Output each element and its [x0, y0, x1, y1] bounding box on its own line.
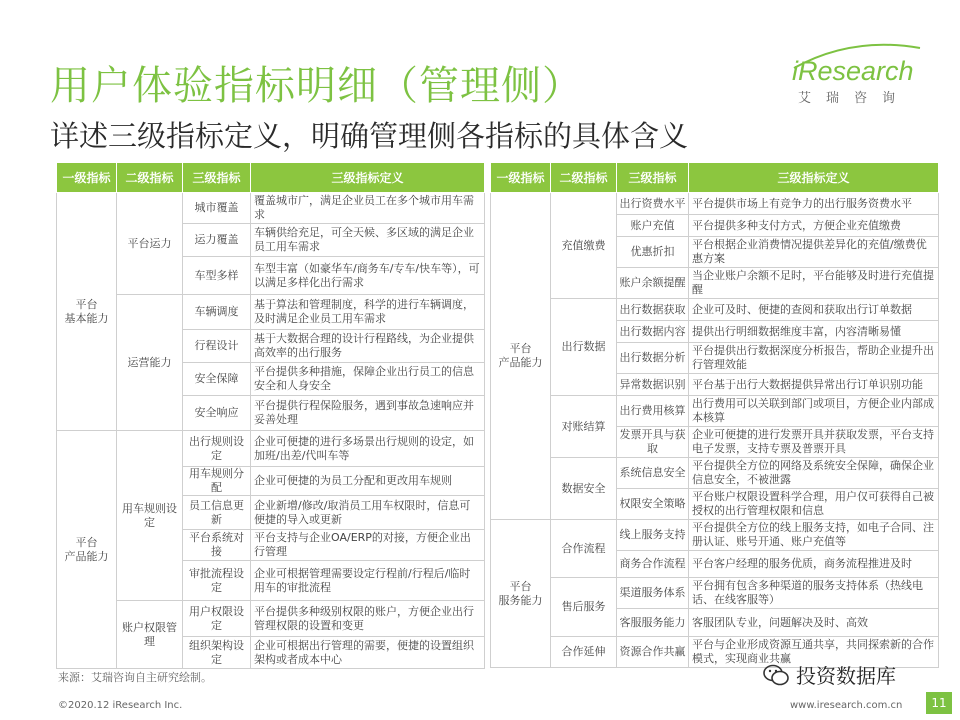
definition-cell: 基于大数据合理的设计行程路线，为企业提供高效率的出行服务	[251, 330, 485, 363]
definition-cell: 平台提供多种措施，保障企业出行员工的信息安全和人身安全	[251, 363, 485, 396]
definition-cell: 平台基于出行大数据提供异常出行订单识别功能	[689, 374, 939, 396]
iresearch-logo	[792, 56, 922, 106]
definition-cell: 平台提供全方位的线上服务支持，如电子合同、注册认证、账号开通、账户充值等	[689, 520, 939, 551]
level2-cell: 账户权限管理	[117, 601, 183, 669]
level3-cell: 安全保障	[183, 363, 251, 396]
definition-cell: 平台提供出行数据深度分析报告，帮助企业提升出行管理效能	[689, 343, 939, 374]
level3-cell: 出行数据获取	[617, 299, 689, 321]
definition-cell: 平台提供多种级别权限的账户，方便企业出行管理权限的设置和变更	[251, 601, 485, 637]
table-row	[57, 431, 485, 467]
level2-cell: 平台运力	[117, 193, 183, 295]
level2-cell: 数据安全	[551, 458, 617, 520]
level3-cell: 商务合作流程	[617, 551, 689, 578]
definition-cell: 当企业账户余额不足时，平台能够及时进行充值提醒	[689, 268, 939, 299]
page-subtitle: 详述三级指标定义，明确管理侧各指标的具体含义	[50, 119, 689, 153]
logo-brand: iResearch	[792, 56, 914, 86]
level3-cell: 用户权限设定	[183, 601, 251, 637]
definition-cell: 企业可根据出行管理的需要，便捷的设置组织架构或者成本中心	[251, 637, 485, 669]
definition-cell: 平台与企业形成资源互通共享，共同探索新的合作模式，实现商业共赢	[689, 637, 939, 668]
definition-cell: 企业可及时、便捷的查阅和获取出行订单数据	[689, 299, 939, 321]
logo-sub: 艾瑞咨询	[798, 91, 911, 106]
level3-cell: 异常数据识别	[617, 374, 689, 396]
column-header: 三级指标	[617, 163, 689, 193]
watermark-text: 投资数据库	[796, 664, 896, 688]
definition-cell: 平台提供市场上有竞争力的出行服务资费水平	[689, 193, 939, 215]
table-header-row	[57, 163, 485, 193]
level3-cell: 账户充值	[617, 215, 689, 237]
definition-cell: 企业可根据管理需要设定行程前/行程后/临时用车的审批流程	[251, 561, 485, 601]
level3-cell: 优惠折扣	[617, 237, 689, 268]
metrics-table-left	[56, 162, 485, 669]
level3-cell: 客服服务能力	[617, 609, 689, 637]
definition-cell: 平台提供行程保险服务，遇到事故急速响应并妥善处理	[251, 396, 485, 431]
definition-cell: 平台拥有包含多种渠道的服务支持体系（热线电话、在线客服等）	[689, 578, 939, 609]
level3-cell: 发票开具与获取	[617, 427, 689, 458]
column-header: 一级指标	[57, 163, 117, 193]
definition-cell: 平台账户权限设置科学合理，用户仅可获得自己被授权的出行管理权限和信息	[689, 489, 939, 520]
copyright: ©2020.12 iResearch Inc.	[58, 700, 183, 711]
table-header-row	[491, 163, 939, 193]
metrics-table-right	[490, 162, 939, 668]
level3-cell: 员工信息更新	[183, 496, 251, 530]
level3-cell: 运力覆盖	[183, 224, 251, 257]
level1-cell: 平台 产品能力	[491, 193, 551, 520]
definition-cell: 企业可便捷的进行发票开具并获取发票，平台支持电子发票，支持专票及普票开具	[689, 427, 939, 458]
table-row	[57, 193, 485, 224]
level3-cell: 城市覆盖	[183, 193, 251, 224]
level3-cell: 出行资费水平	[617, 193, 689, 215]
level3-cell: 车辆调度	[183, 295, 251, 330]
table-row	[491, 578, 939, 609]
level3-cell: 权限安全策略	[617, 489, 689, 520]
level2-cell: 出行数据	[551, 299, 617, 396]
table-row	[491, 193, 939, 215]
definition-cell: 车型丰富（如豪华车/商务车/专车/快车等），可以满足多样化出行需求	[251, 257, 485, 295]
level2-cell: 充值缴费	[551, 193, 617, 299]
level3-cell: 出行规则设定	[183, 431, 251, 467]
page-title: 用户体验指标明细（管理侧）	[50, 63, 583, 109]
level3-cell: 平台系统对接	[183, 530, 251, 561]
source-note: 来源：艾瑞咨询自主研究绘制。	[58, 671, 212, 684]
definition-cell: 企业新增/修改/取消员工用车权限时，信息可便捷的导入或更新	[251, 496, 485, 530]
level3-cell: 出行费用核算	[617, 396, 689, 427]
table-row	[57, 601, 485, 637]
definition-cell: 平台提供多种支付方式，方便企业充值缴费	[689, 215, 939, 237]
definition-cell: 平台提供全方位的网络及系统安全保障，确保企业信息安全，不被泄露	[689, 458, 939, 489]
level3-cell: 出行数据分析	[617, 343, 689, 374]
definition-cell: 企业可便捷的进行多场景出行规则的设定，如加班/出差/代叫车等	[251, 431, 485, 467]
table-row	[491, 299, 939, 321]
level1-cell: 平台 产品能力	[57, 431, 117, 669]
definition-cell: 基于算法和管理制度，科学的进行车辆调度，及时满足企业员工用车需求	[251, 295, 485, 330]
definition-cell: 平台根据企业消费情况提供差异化的充值/缴费优惠方案	[689, 237, 939, 268]
level2-cell: 运营能力	[117, 295, 183, 431]
watermark	[762, 660, 896, 689]
definition-cell: 平台支持与企业OA/ERP的对接，方便企业出行管理	[251, 530, 485, 561]
column-header: 一级指标	[491, 163, 551, 193]
level3-cell: 资源合作共赢	[617, 637, 689, 668]
level3-cell: 出行数据内容	[617, 321, 689, 343]
level3-cell: 账户余额提醒	[617, 268, 689, 299]
definition-cell: 提供出行明细数据维度丰富，内容清晰易懂	[689, 321, 939, 343]
level2-cell: 售后服务	[551, 578, 617, 637]
table-row	[491, 520, 939, 551]
definition-cell: 企业可便捷的为员工分配和更改用车规则	[251, 467, 485, 496]
definition-cell: 车辆供给充足，可全天候、多区域的满足企业员工用车需求	[251, 224, 485, 257]
column-header: 三级指标定义	[251, 163, 485, 193]
level2-cell: 合作流程	[551, 520, 617, 578]
table-row	[491, 458, 939, 489]
level1-cell: 平台 服务能力	[491, 520, 551, 668]
level2-cell: 合作延伸	[551, 637, 617, 668]
column-header: 三级指标	[183, 163, 251, 193]
level3-cell: 用车规则分配	[183, 467, 251, 496]
table-row	[491, 396, 939, 427]
column-header: 二级指标	[551, 163, 617, 193]
column-header: 三级指标定义	[689, 163, 939, 193]
definition-cell: 出行费用可以关联到部门或项目，方便企业内部成本核算	[689, 396, 939, 427]
level3-cell: 行程设计	[183, 330, 251, 363]
level3-cell: 线上服务支持	[617, 520, 689, 551]
website-url[interactable]: www.iresearch.com.cn	[790, 700, 903, 711]
wechat-icon	[762, 663, 790, 687]
level3-cell: 组织架构设定	[183, 637, 251, 669]
column-header: 二级指标	[117, 163, 183, 193]
page-number: 11	[926, 692, 952, 714]
level2-cell: 用车规则设定	[117, 431, 183, 601]
level3-cell: 车型多样	[183, 257, 251, 295]
level3-cell: 审批流程设定	[183, 561, 251, 601]
level3-cell: 渠道服务体系	[617, 578, 689, 609]
level3-cell: 安全响应	[183, 396, 251, 431]
definition-cell: 覆盖城市广，满足企业员工在多个城市用车需求	[251, 193, 485, 224]
table-row	[57, 295, 485, 330]
level3-cell: 系统信息安全	[617, 458, 689, 489]
level1-cell: 平台 基本能力	[57, 193, 117, 431]
logo-swoosh-icon	[792, 42, 922, 72]
definition-cell: 平台客户经理的服务优质，商务流程推进及时	[689, 551, 939, 578]
level2-cell: 对账结算	[551, 396, 617, 458]
definition-cell: 客服团队专业，问题解决及时、高效	[689, 609, 939, 637]
